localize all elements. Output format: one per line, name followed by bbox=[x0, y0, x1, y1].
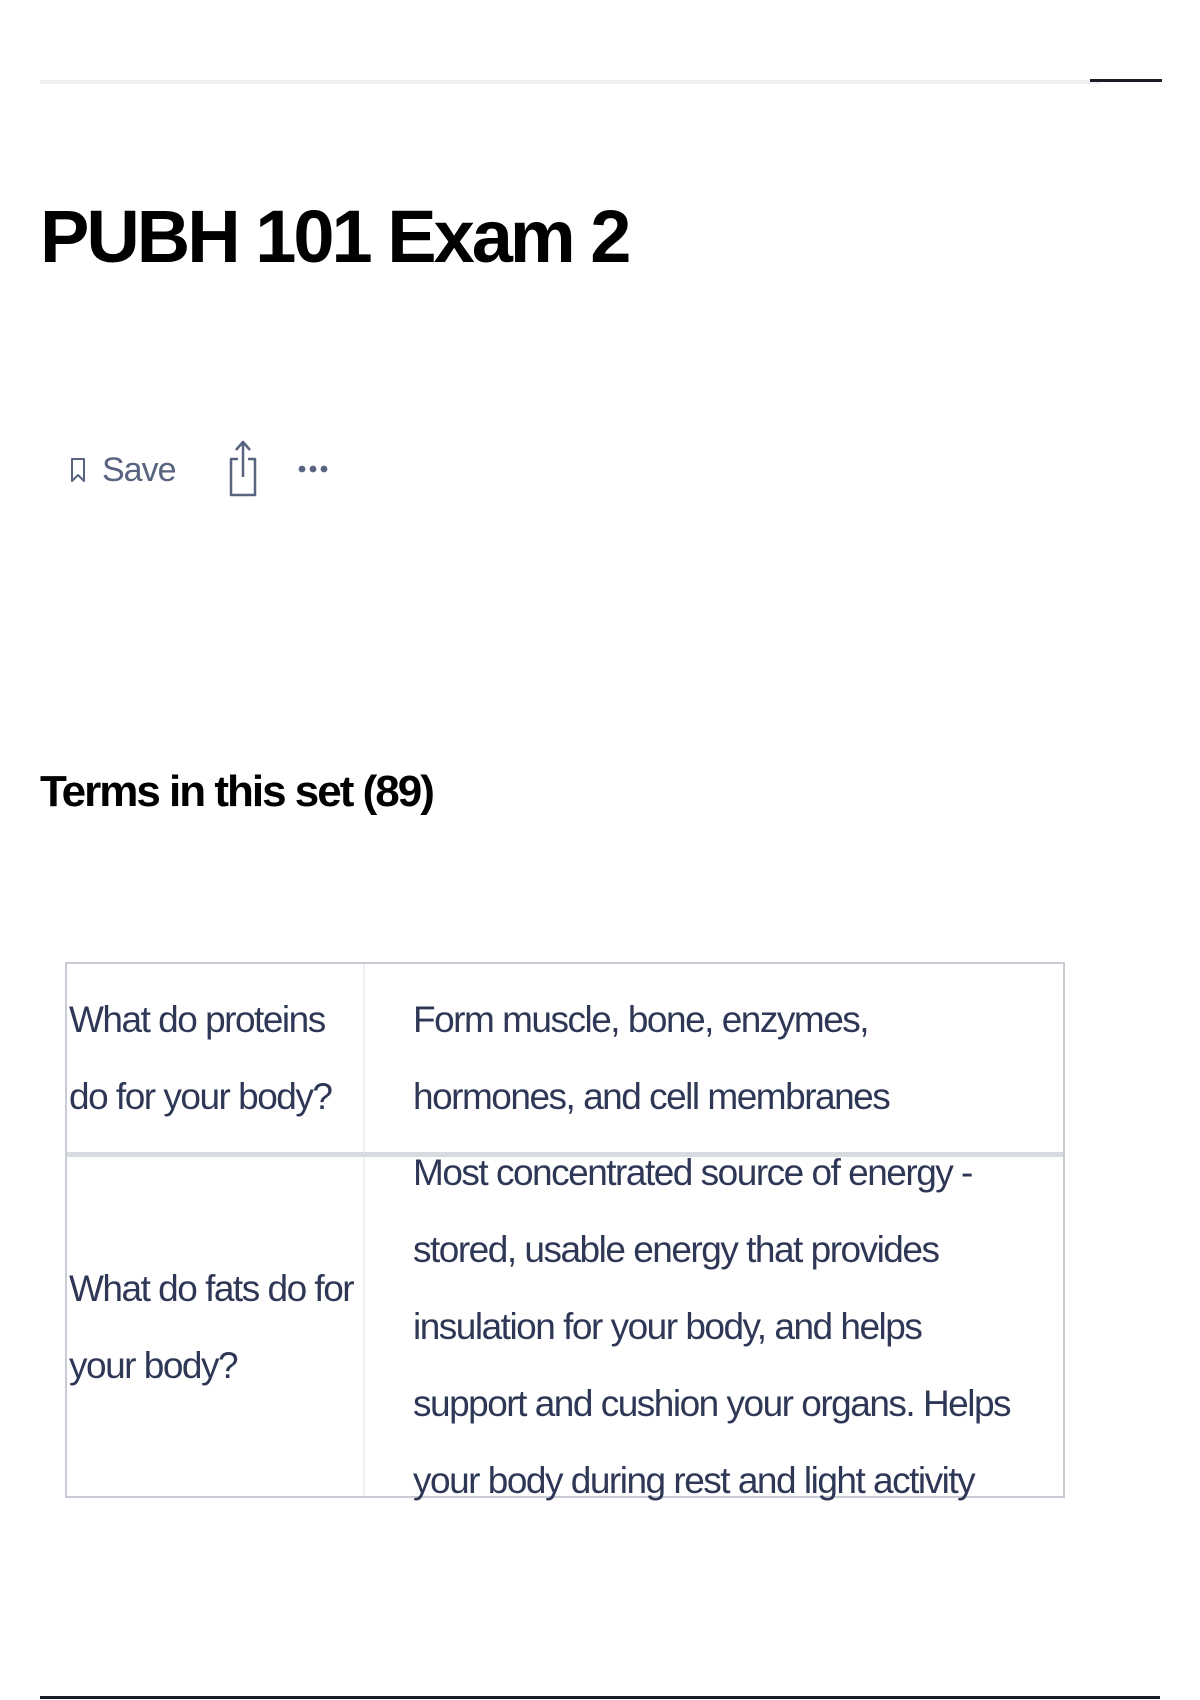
more-options-button[interactable] bbox=[298, 461, 328, 479]
bottom-divider bbox=[40, 1696, 1160, 1699]
more-icon bbox=[298, 461, 328, 479]
share-button[interactable] bbox=[228, 439, 258, 502]
save-label: Save bbox=[102, 450, 176, 489]
terms-list bbox=[65, 962, 1065, 1501]
top-divider-accent bbox=[1090, 79, 1162, 82]
page-title: PUBH 101 Exam 2 bbox=[40, 195, 629, 278]
term-text: What do proteins do for your body? bbox=[67, 964, 365, 1152]
term-card bbox=[67, 1152, 1063, 1501]
top-divider bbox=[40, 80, 1100, 84]
term-text: What do fats do for your body? bbox=[67, 1157, 365, 1496]
definition-text: Form muscle, bone, enzymes, hormones, and cell membranes bbox=[413, 999, 890, 1117]
term-card bbox=[67, 964, 1063, 1152]
save-button[interactable] bbox=[70, 451, 176, 490]
set-toolbar bbox=[70, 440, 328, 500]
terms-heading: Terms in this set (89) bbox=[40, 767, 433, 816]
bookmark-icon bbox=[70, 457, 86, 483]
definition-text: Most concentrated source of energy - stored, usable energy that provides insulation for your body, and helps support and cushion your organs. Helps your body during rest and light activity bbox=[413, 1152, 1011, 1501]
share-icon bbox=[228, 439, 258, 502]
